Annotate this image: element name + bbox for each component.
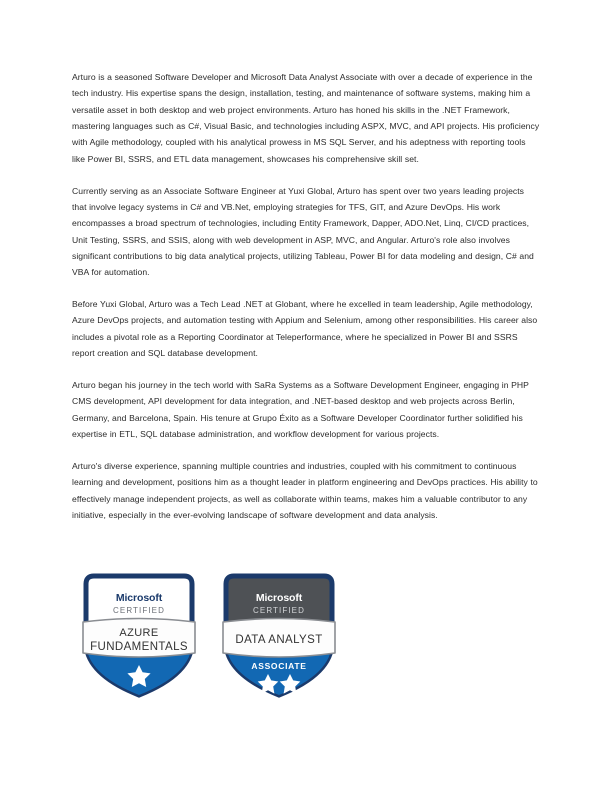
- badge-data-analyst-associate: [220, 566, 338, 702]
- paragraph: Arturo began his journey in the tech world with SaRa Systems as a Software Development Engineer, engaging in PHP CMS development, API development for data integration, and .NET-based desktop and web projects across Berlin, Germany, and Barcelona, Spain. His tenure at Grupo Éxito as a Software Developer Coordinator further solidified his expertise in ETL, SQL database administration, and workflow development for various projects.: [72, 380, 529, 440]
- badge-brand-label: Microsoft: [115, 592, 163, 604]
- certification-badges: [80, 566, 360, 706]
- badge-title-line-1: DATA ANALYST: [235, 634, 323, 646]
- paragraph: Before Yuxi Global, Arturo was a Tech Lead .NET at Globant, where he excelled in team leadership, Agile methodology, Azure DevOps projects, and automation testing with Appium and Selenium, among other responsibilities. His career also includes a pivotal role as a Reporting Coordinator at Teleperformance, where he specialized in Power BI and SSRS report creation and SQL database development.: [72, 299, 538, 359]
- paragraph: Arturo is a seasoned Software Developer and Microsoft Data Analyst Associate with over a decade of experience in the tech industry. His expertise spans the design, installation, testing, and maintenance of software systems, making him a versatile asset in both desktop and web project environments. Arturo has honed his skills in the .NET Framework, mastering languages such as C#, Visual Basic, and technologies including ASPX, MVC, and API projects. His proficiency with Agile methodology, coupled with his analytical prowess in MS SQL Server, and his adeptness with reporting tools like Power BI, SSRS, and ETL data management, showcases his comprehensive skill set.: [72, 72, 540, 164]
- badge-certified-label: CERTIFIED: [113, 606, 165, 615]
- badge-brand-label: Microsoft: [255, 592, 303, 604]
- badge-azure-fundamentals: [80, 566, 198, 702]
- badge-title-line-2: FUNDAMENTALS: [90, 641, 188, 653]
- badge-level-label: ASSOCIATE: [251, 661, 307, 671]
- badge-title-line-1: AZURE: [119, 627, 159, 639]
- paragraph: Arturo's diverse experience, spanning multiple countries and industries, coupled with his commitment to continuous learning and development, positions him as a thought leader in platform engineering and DevOps practices. His ability to effectively manage independent projects, as well as collaborate within teams, makes him a valuable contributor to any initiative, especially in the ever-evolving landscape of software development and data analysis.: [72, 460, 538, 520]
- badge-certified-label: CERTIFIED: [253, 606, 305, 615]
- summary-text-block: [72, 69, 540, 523]
- paragraph: Currently serving as an Associate Software Engineer at Yuxi Global, Arturo has spent over two years leading projects that involve legacy systems in C# and VB.Net, employing strategies for TFS, GIT, and Azure DevOps. His work encompasses a broad spectrum of technologies, including Entity Framework, Dapper, ADO.Net, Linq, CI/CD practices, Unit Testing, SSRS, and SSIS, along with web development in ASP, MVC, and Angular. Arturo's role also involves significant contributions to big data analytical projects, utilizing Tableau, Power BI for data modeling and design, C# and VBA for automation.: [72, 185, 534, 278]
